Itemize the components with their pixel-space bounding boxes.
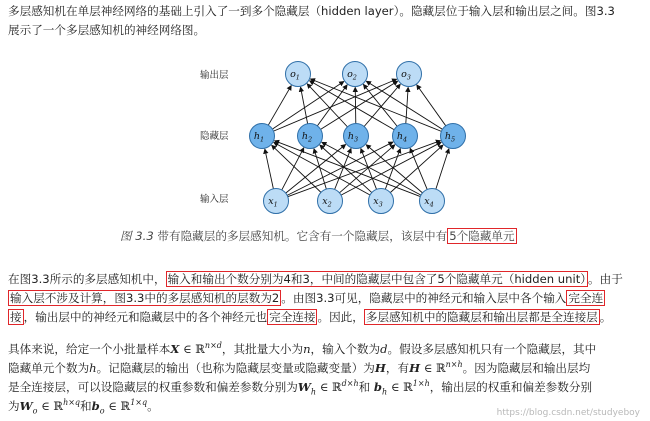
svg-text:x3: $x_3$ [373, 196, 383, 209]
svg-text:x4: $x_4$ [424, 196, 434, 209]
highlight-layer-count: 输入层不涉及计算，图3.3中的多层感知机的层数为2 [10, 291, 280, 305]
input-node-4 [420, 189, 445, 214]
svg-text:x1: $x_1$ [268, 196, 278, 209]
output-node-2 [343, 62, 368, 87]
para2-text-3: 。由图3.3可见，隐藏层中的神经元和输入层中各个输入 [281, 291, 567, 305]
para3-text-3: ，输入个数为 [310, 342, 381, 356]
hidden-node-2 [298, 124, 323, 149]
svg-text:o2: $o_2$ [347, 69, 357, 82]
hidden-layer-label: 隐藏层 [200, 131, 229, 142]
para3-text-12: 为 [8, 399, 20, 413]
edge-hidden-5-output-3 [417, 85, 446, 126]
edge-hidden-4-output-1 [310, 81, 395, 130]
edge-input-2-hidden-1 [272, 145, 321, 192]
svg-text:x2: $x_2$ [322, 196, 332, 209]
para2-text-6: 。 [599, 310, 612, 324]
intro-line-2: 展示了一个多层感知机的神经网络图。 [8, 23, 206, 37]
svg-text:h2: $h_2$ [301, 131, 313, 144]
input-node-2 [318, 189, 343, 214]
para3-text-6: 。记隐藏层的输出（也称为隐藏层变量或隐藏变量）为 [96, 361, 375, 375]
output-node-3 [397, 62, 422, 87]
highlight-fully-connected-2: 完全连接 [269, 310, 316, 324]
paragraph-math-definitions: 具体来说，给定一个小批量样本X ∈ ℝ$^{n\times d}$，其批量大小为n，输入个数为d。假设多层感知机只有一个隐藏层，其中 隐藏单元个数为h。记隐藏层的输出（也称为隐藏层变量或隐藏变量）为H，有H ∈ ℝ$^{n\times h}$。因为隐藏层和输出层均 是全连接层，可以设隐藏层的权重参数和偏差参数分别为$W_h$ ∈ ℝ$^{d\times h}$和 $b_h$ ∈ ℝ$^{1\times h}$，输出层的权重和偏差参数分别 为$W_o$ ∈ ℝ$^{h\times q}$和$b_o$ ∈ ℝ$^{1\times q}$。 [8, 341, 597, 416]
hidden-node-1 [250, 124, 275, 149]
svg-text:h1: $h_1$ [253, 131, 265, 144]
edge-hidden-3-output-2 [355, 87, 356, 123]
output-node-1 [286, 62, 311, 87]
highlight-io-counts: 输入和输出个数分别为4和3，中间的隐藏层中包含了5个隐藏单元（hidden unit） [167, 272, 587, 286]
paragraph-layer-count [8, 270, 644, 327]
para3-text-2: ，其批量大小为 [221, 342, 304, 356]
edge-input-3-hidden-1 [274, 142, 370, 195]
input-node-1 [264, 189, 289, 214]
para3-text-10: 和 [358, 380, 371, 394]
para3-text-7: ，有 [385, 361, 410, 375]
edge-hidden-2-output-2 [317, 85, 347, 126]
highlight-fc-layers: 多层感知机中的隐藏层和输出层都是全连接层 [365, 310, 598, 324]
caption-highlight: 5个隐藏单元 [449, 229, 515, 243]
network-nodes [250, 62, 466, 214]
edge-hidden-4-output-2 [363, 85, 397, 127]
caption-text: 带有隐藏层的多层感知机。它含有一个隐藏层，该层中有 [153, 229, 448, 243]
para3-text-9: 是全连接层，可以设隐藏层的权重参数和偏差参数分别为 [8, 380, 298, 394]
para2-text-4: ，输出层中的神经元和隐藏层中的各个神经元也 [23, 310, 268, 324]
svg-text:h5: $h_5$ [444, 131, 456, 144]
input-node-3 [369, 189, 394, 214]
watermark: https://blog.csdn.net/studyeboy [496, 408, 640, 418]
hidden-node-4 [393, 124, 418, 149]
para3-text-8: 。因为隐藏层和输出层均 [462, 361, 591, 375]
edge-hidden-3-output-1 [307, 84, 347, 127]
caption-figure-number: 图 3.3 [120, 229, 154, 243]
hidden-node-3 [344, 124, 369, 149]
highlight-fully-connected-1a: 完全连 [568, 291, 604, 305]
highlight-fully-connected-1b: 接 [10, 310, 22, 324]
para2-text-2: 。由于 [588, 272, 623, 286]
output-layer-label: 输出层 [200, 70, 229, 81]
edge-input-4-hidden-5 [436, 149, 449, 189]
para2-text-5: 。因此， [317, 310, 364, 324]
para3-text-11: ，输出层的权重和偏差参数分别 [429, 380, 593, 394]
edge-input-1-hidden-1 [265, 149, 274, 189]
edge-input-1-hidden-2 [282, 148, 304, 190]
svg-text:h4: $h_4$ [396, 131, 408, 144]
para3-text-5: 隐藏单元个数为 [8, 361, 90, 375]
svg-text:h3: $h_3$ [347, 131, 359, 144]
para3-text-1: 具体来说，给定一个小批量样本 [8, 342, 171, 356]
edge-input-4-hidden-2 [322, 142, 421, 195]
para3-text-4: 。假设多层感知机只有一个隐藏层，其中 [387, 342, 597, 356]
svg-text:o3: $o_3$ [401, 69, 411, 82]
svg-text:o1: $o_1$ [290, 69, 300, 82]
edge-input-3-hidden-5 [390, 145, 443, 193]
para3-text-13: 和 [80, 399, 92, 413]
hidden-node-5 [441, 124, 466, 149]
input-layer-label: 输入层 [200, 194, 229, 205]
para2-text-1: 在图3.3所示的多层感知机中， [8, 272, 166, 286]
intro-line-1: 多层感知机在单层神经网络的基础上引入了一到多个隐藏层（hidden layer）。隐藏层位于输入层和输出层之间。图3.3 [8, 4, 615, 18]
figure-caption [120, 228, 517, 244]
para3-text-14: 。 [147, 399, 159, 413]
